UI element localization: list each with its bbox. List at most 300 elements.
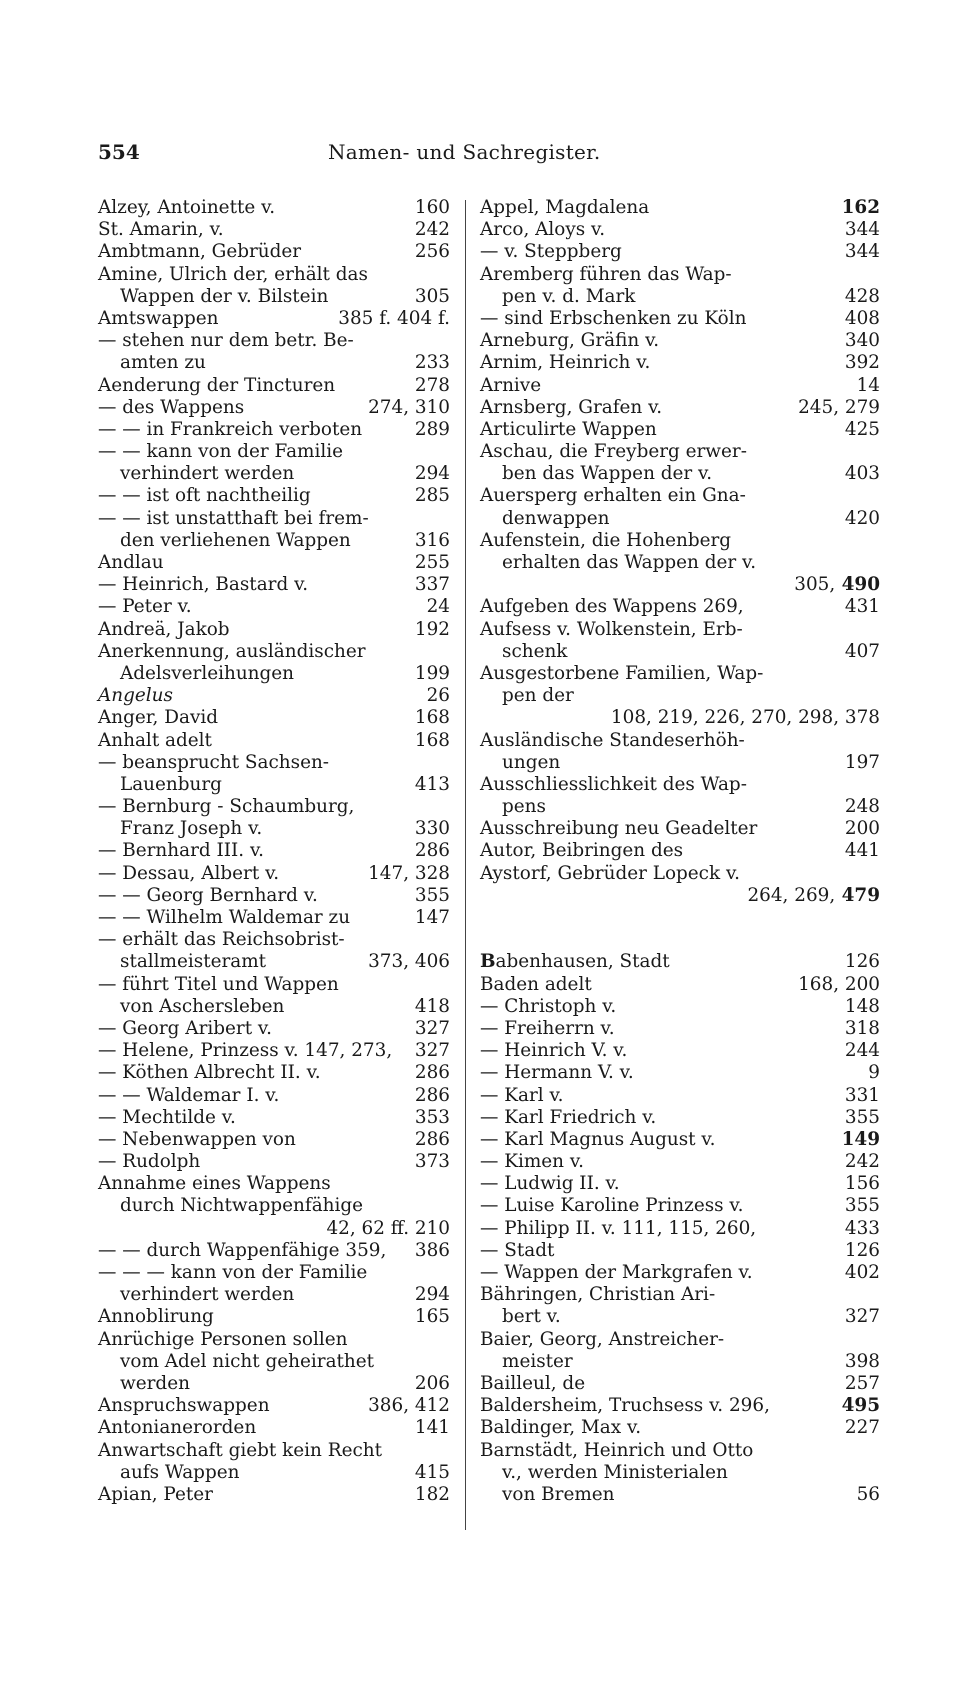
index-entry: [480, 1329, 880, 1351]
entry-text: Aufsess v. Wolkenstein, Erb-: [480, 618, 743, 640]
page-ref-value: 415: [414, 1461, 450, 1483]
entry-text: Arnim, Heinrich v.: [480, 352, 651, 374]
entry-text: Baier, Georg, Anstreicher-: [480, 1328, 725, 1350]
index-entry: [98, 1284, 450, 1306]
index-entry: [480, 286, 880, 308]
index-entry: [480, 752, 880, 774]
index-entry: [480, 308, 880, 330]
page-reference: [845, 1085, 880, 1107]
page-reference: [415, 352, 450, 374]
entry-text: — — Georg Bernhard v.: [98, 884, 318, 906]
page-reference: [415, 1462, 450, 1484]
page-reference: [415, 1373, 450, 1395]
index-column-left: [98, 197, 450, 1506]
entry-text: Aremberg führen das Wap-: [480, 263, 732, 285]
page-ref-value: 149: [841, 1128, 880, 1150]
page-reference: [857, 1484, 880, 1506]
index-entry: [480, 840, 880, 862]
page-reference: [845, 1240, 880, 1262]
page-ref-value: 386, 412: [368, 1395, 450, 1417]
page-ref-value: 286: [414, 1062, 450, 1084]
page-reference: [368, 863, 450, 885]
index-column-right: [480, 197, 880, 1506]
entry-text: — — Wilhelm Waldemar zu: [98, 907, 351, 928]
index-entry: [98, 197, 450, 219]
page-ref-value: 141: [414, 1417, 450, 1439]
page-reference: [415, 219, 450, 241]
entry-text: — — durch Wappenfähige 359,: [98, 1239, 387, 1261]
page-reference: [842, 1129, 880, 1151]
index-entry: [480, 241, 880, 263]
page-ref-value: 398: [844, 1350, 880, 1372]
page-ref-value: 286: [414, 840, 450, 862]
entry-text: — Karl Magnus August v.: [480, 1128, 716, 1150]
index-entry: [98, 641, 450, 663]
index-entry: [98, 707, 450, 729]
page-ref-value: 24: [426, 596, 450, 618]
index-entry: [480, 1395, 880, 1417]
entry-text: ben das Wappen der v.: [502, 463, 713, 485]
page-reference: [415, 1062, 450, 1084]
page-ref-value: 227: [844, 1417, 880, 1439]
page-ref-value: 197: [844, 751, 880, 773]
index-entry: [480, 1173, 880, 1195]
entry-text: Arnsberg, Grafen v.: [480, 396, 663, 418]
page-ref-value: 255: [414, 552, 450, 573]
entry-text: Anerkennung, ausländischer: [98, 640, 366, 662]
page-reference: [415, 485, 450, 507]
page-reference: [794, 574, 880, 596]
page-reference: [326, 1218, 450, 1240]
page-ref-value: 420: [844, 507, 880, 529]
entry-text: Ambtmann, Gebrüder: [98, 241, 302, 263]
index-entry: [98, 485, 450, 507]
page-ref-value: 318: [844, 1017, 880, 1039]
entry-text: Alzey, Antoinette v.: [98, 197, 276, 218]
entry-text: — des Wappens: [98, 396, 245, 418]
page-reference: [845, 241, 880, 263]
page-reference: [845, 1040, 880, 1062]
entry-text-rest: abenhausen, Stadt: [495, 951, 670, 973]
entry-text: — sind Erbschenken zu Köln: [480, 307, 747, 329]
page-ref-value: 327: [414, 1040, 450, 1062]
entry-text: — — ist unstatthaft bei frem-: [98, 507, 369, 529]
page-ref-value: 286: [414, 1084, 450, 1106]
index-entry: [98, 596, 450, 618]
page-reference: [415, 707, 450, 729]
page-reference: [415, 885, 450, 907]
index-entry: [98, 1107, 450, 1129]
page-reference: [415, 774, 450, 796]
index-entry: [480, 530, 880, 552]
page-reference: [845, 1351, 880, 1373]
index-entry: [98, 1218, 450, 1240]
index-entry: [98, 375, 450, 397]
entry-text: — Ludwig II. v.: [480, 1173, 620, 1195]
index-entry: [480, 663, 880, 685]
page-reference: [611, 707, 880, 729]
column-divider: [465, 200, 466, 1530]
page-reference: [845, 219, 880, 241]
page-reference: [368, 1395, 450, 1417]
initial-letter: B: [480, 951, 496, 973]
index-entry: [98, 441, 450, 463]
entry-text: — Nebenwappen von: [98, 1128, 296, 1150]
entry-text: verhindert werden: [120, 463, 295, 485]
page-ref-value: 407: [844, 640, 880, 662]
page-ref-value: 344: [844, 241, 880, 263]
index-entry: [98, 885, 450, 907]
entry-text: — Rudolph: [98, 1151, 201, 1173]
entry-text: Andlau: [98, 552, 164, 573]
page-ref-value: 147: [414, 907, 450, 928]
entry-text: — Christoph v.: [480, 995, 617, 1017]
page-reference: [845, 286, 880, 308]
index-entry: [98, 996, 450, 1018]
index-entry: [480, 707, 880, 729]
entry-text: verhindert werden: [120, 1284, 295, 1306]
entry-text: — Hermann V. v.: [480, 1062, 634, 1084]
page-reference: [415, 419, 450, 441]
index-entry: [480, 1440, 880, 1462]
page-reference: [415, 840, 450, 862]
index-entry: [98, 1240, 450, 1262]
index-entry: [98, 397, 450, 419]
index-entry: [98, 308, 450, 330]
entry-text: Lauenburg: [120, 773, 222, 795]
index-entry: [480, 996, 880, 1018]
page-ref-value: 108, 219, 226, 270, 298, 378: [610, 707, 880, 729]
page-reference: [415, 1085, 450, 1107]
index-entry: [98, 1351, 450, 1373]
page-ref-value: 386: [414, 1239, 450, 1261]
page-ref-value: 160: [414, 197, 450, 218]
entry-text: schenk: [502, 640, 568, 662]
entry-text: — Mechtilde v.: [98, 1106, 236, 1128]
page-ref-value: 289: [414, 418, 450, 440]
entry-text: Autor, Beibringen des: [480, 840, 684, 862]
index-entry: [480, 1129, 880, 1151]
page-reference: [415, 818, 450, 840]
index-entry: [480, 1284, 880, 1306]
page-reference: [415, 530, 450, 552]
page-ref-value: 403: [844, 463, 880, 485]
entry-text: — Helene, Prinzess v. 147, 273,: [98, 1040, 393, 1062]
index-entry: [480, 197, 880, 219]
index-entry: [480, 641, 880, 663]
entry-text: — Dessau, Albert v.: [98, 862, 280, 884]
page-ref-value: 233: [414, 352, 450, 374]
entry-text: Aystorf, Gebrüder Lopeck v.: [480, 862, 741, 884]
page-reference: [415, 907, 450, 929]
entry-text: von Aschersleben: [120, 995, 285, 1017]
page-ref-value: 305: [414, 285, 450, 307]
page-ref-bold: 490: [835, 574, 880, 596]
page-reference: [415, 1484, 450, 1506]
page-ref-value: 337: [414, 574, 450, 596]
entry-text: — Stadt: [480, 1239, 555, 1261]
entry-text: Auersperg erhalten ein Gna-: [480, 485, 746, 507]
entry-text: Ausgestorbene Familien, Wap-: [480, 662, 764, 684]
index-entry: [98, 1173, 450, 1195]
page-ref-value: 168: [414, 707, 450, 729]
entry-text: Anspruchswappen: [98, 1395, 270, 1417]
index-entry: [98, 1151, 450, 1173]
entry-text: Arco, Aloys v.: [480, 219, 606, 241]
entry-text: v., werden Ministerialen: [502, 1461, 728, 1483]
page-ref-value: 425: [844, 418, 880, 440]
page-reference: [868, 1062, 880, 1084]
index-entry: [98, 796, 450, 818]
page-reference: [415, 463, 450, 485]
page-ref-value: 385 f. 404 f.: [338, 307, 450, 329]
entry-text: — — — kann von der Familie: [98, 1262, 368, 1283]
index-entry: [480, 463, 880, 485]
index-entry: [98, 951, 450, 973]
page-ref-value: 42, 62 ff. 210: [326, 1217, 450, 1239]
index-entry: [480, 863, 880, 885]
index-entry: [480, 907, 880, 929]
page-reference: [427, 596, 450, 618]
page-reference: [845, 1107, 880, 1129]
page-reference: [415, 286, 450, 308]
index-entry: [480, 485, 880, 507]
page-ref-value: 14: [856, 374, 880, 396]
entry-text: meister: [502, 1350, 573, 1372]
entry-text: — Bernhard III. v.: [98, 840, 265, 862]
entry-text: denwappen: [502, 507, 610, 529]
index-entry: [98, 552, 450, 574]
page-reference: [368, 951, 450, 973]
entry-text: Arneburg, Gräfin v.: [480, 330, 660, 352]
page-ref-value: 316: [414, 529, 450, 551]
page-reference: [845, 1151, 880, 1173]
entry-text: — — ist oft nachtheilig: [98, 485, 311, 507]
page-ref-value: 126: [844, 951, 880, 973]
index-entry: [480, 596, 880, 618]
index-entry: [480, 1107, 880, 1129]
page-reference: [845, 352, 880, 374]
index-entry: [98, 463, 450, 485]
entry-text: [480, 951, 670, 973]
entry-text: Franz Joseph v.: [120, 818, 263, 840]
entry-text: vom Adel nicht geheirathet: [120, 1350, 375, 1372]
entry-text: Ausschreibung neu Geadelter: [480, 818, 758, 840]
index-entry: [98, 1484, 450, 1506]
page-reference: [845, 641, 880, 663]
page-reference: [845, 951, 880, 973]
entry-text: Articulirte Wappen: [480, 418, 657, 440]
index-entry: [480, 685, 880, 707]
page-reference: [845, 1173, 880, 1195]
page-ref-value: 344: [844, 219, 880, 241]
index-entry: [98, 1395, 450, 1417]
entry-text: — Köthen Albrecht II. v.: [98, 1062, 321, 1084]
entry-text: aufs Wappen: [120, 1461, 240, 1483]
page-ref-value: 408: [844, 307, 880, 329]
index-entry: [98, 530, 450, 552]
entry-text: Aschau, die Freyberg erwer-: [480, 441, 747, 463]
page-ref-value: 392: [844, 352, 880, 374]
index-entry: [98, 419, 450, 441]
index-entry: [98, 1040, 450, 1062]
page-reference: [415, 663, 450, 685]
page-reference: [415, 241, 450, 263]
entry-text: Baldinger, Max v.: [480, 1417, 642, 1439]
entry-text: pens: [502, 796, 546, 818]
index-entry: [98, 1129, 450, 1151]
index-entry: [480, 974, 880, 996]
index-entry: [98, 818, 450, 840]
entry-text: durch Nichtwappenfähige: [120, 1195, 364, 1217]
page-ref-value: 199: [414, 662, 450, 684]
index-entry: [480, 818, 880, 840]
page-reference: [415, 1151, 450, 1173]
index-entry: [480, 1417, 880, 1439]
index-entry: [480, 885, 880, 907]
page-reference: [845, 996, 880, 1018]
index-entry: [480, 1262, 880, 1284]
page-ref-value: 495: [841, 1395, 880, 1417]
page-ref-value: 245, 279: [798, 396, 880, 418]
index-entry: [480, 951, 880, 973]
entry-text: Baldersheim, Truchsess v. 296,: [480, 1395, 770, 1417]
page-ref-value: 355: [414, 884, 450, 906]
page-reference: [415, 197, 450, 219]
page-reference: [368, 397, 450, 419]
page-reference: [415, 996, 450, 1018]
page-reference: [415, 1306, 450, 1328]
page-ref-value: 340: [844, 330, 880, 352]
entry-text: — stehen nur dem betr. Be-: [98, 330, 354, 352]
page-ref-value: 431: [844, 596, 880, 618]
entry-text: Anger, David: [98, 707, 218, 729]
running-title: Namen- und Sachregister.: [328, 140, 601, 164]
page-reference: [845, 508, 880, 530]
index-entry: [480, 219, 880, 241]
index-entry: [98, 907, 450, 929]
page-reference: [415, 574, 450, 596]
entry-text: — Peter v.: [98, 596, 192, 618]
entry-text: stallmeisteramt: [120, 951, 267, 973]
index-entry: [98, 508, 450, 530]
page-ref-value: 156: [844, 1173, 880, 1195]
index-entry: [480, 352, 880, 374]
entry-text: Ausschliesslichkeit des Wap-: [480, 773, 747, 795]
entry-text: Amine, Ulrich der, erhält das: [98, 263, 368, 285]
page-reference: [798, 397, 880, 419]
index-entry: [480, 441, 880, 463]
page-reference: [845, 1262, 880, 1284]
index-entry: [98, 264, 450, 286]
page-reference: [845, 1306, 880, 1328]
index-entry: [98, 1306, 450, 1328]
index-entry: [98, 752, 450, 774]
page-reference: [845, 419, 880, 441]
page-ref-value: 285: [414, 485, 450, 507]
entry-text: Bailleul, de: [480, 1372, 586, 1394]
entry-text: — beansprucht Sachsen-: [98, 751, 330, 773]
index-entry: [480, 1484, 880, 1506]
page-ref-value: 165: [414, 1306, 450, 1328]
entry-text: Baden adelt: [480, 973, 592, 995]
entry-text: pen v. d. Mark: [502, 285, 636, 307]
index-entry: [480, 774, 880, 796]
page-reference: [845, 1373, 880, 1395]
index-entry: [98, 352, 450, 374]
page-ref-value: 327: [414, 1017, 450, 1039]
entry-text: Annoblirung: [98, 1306, 214, 1328]
page-reference: [845, 1195, 880, 1217]
index-entry: [480, 1218, 880, 1240]
entry-text: — Philipp II. v. 111, 115, 260,: [480, 1217, 757, 1239]
page-ref-value: 305,: [794, 574, 836, 596]
index-entry: [98, 1062, 450, 1084]
entry-text: — führt Titel und Wappen: [98, 973, 339, 995]
index-entry: [98, 1329, 450, 1351]
index-entry: [98, 774, 450, 796]
index-entry: [480, 1462, 880, 1484]
entry-text: — Luise Karoline Prinzess v.: [480, 1195, 744, 1217]
page-reference: [415, 1018, 450, 1040]
index-entry: [480, 619, 880, 641]
page-reference: [857, 375, 880, 397]
page-reference: [845, 752, 880, 774]
entry-text: — Bernburg - Schaumburg,: [98, 796, 355, 818]
index-entry: [480, 1018, 880, 1040]
entry-text: — v. Steppberg: [480, 241, 622, 263]
page-reference: [845, 840, 880, 862]
entry-text: den verliehenen Wappen: [120, 529, 351, 551]
page-ref-value: 355: [844, 1195, 880, 1217]
page-ref-value: 433: [844, 1217, 880, 1239]
entry-text: ungen: [502, 751, 561, 773]
entry-text: bert v.: [502, 1306, 561, 1328]
page-ref-value: 242: [844, 1151, 880, 1173]
page-reference: [747, 885, 880, 907]
page-reference: [415, 1107, 450, 1129]
entry-text: — Freiherrn v.: [480, 1017, 615, 1039]
page-reference: [845, 796, 880, 818]
index-entry: [98, 1462, 450, 1484]
page-ref-value: 126: [844, 1239, 880, 1261]
index-entry: [480, 1195, 880, 1217]
page-ref-value: 294: [414, 463, 450, 485]
page-reference: [415, 375, 450, 397]
page-reference: [338, 308, 450, 330]
page-reference: [845, 818, 880, 840]
page-ref-value: 274, 310: [368, 396, 450, 418]
page-reference: [415, 1129, 450, 1151]
index-entry: [98, 1018, 450, 1040]
index-entry: [480, 330, 880, 352]
entry-text: Andreä, Jakob: [98, 618, 230, 640]
page-ref-value: 192: [414, 618, 450, 640]
index-entry: [98, 1085, 450, 1107]
index-entry: [480, 730, 880, 752]
page-reference: [415, 1040, 450, 1062]
index-entry: [480, 574, 880, 596]
index-entry: [98, 685, 450, 707]
page-ref-value: 148: [844, 995, 880, 1017]
entry-text: Appel, Magdalena: [480, 197, 650, 218]
index-entry: [480, 1306, 880, 1328]
page-ref-value: 168: [414, 729, 450, 751]
page-reference: [845, 1218, 880, 1240]
entry-text: Arnive: [480, 374, 542, 396]
page-reference: [415, 619, 450, 641]
page-reference: [415, 1240, 450, 1262]
